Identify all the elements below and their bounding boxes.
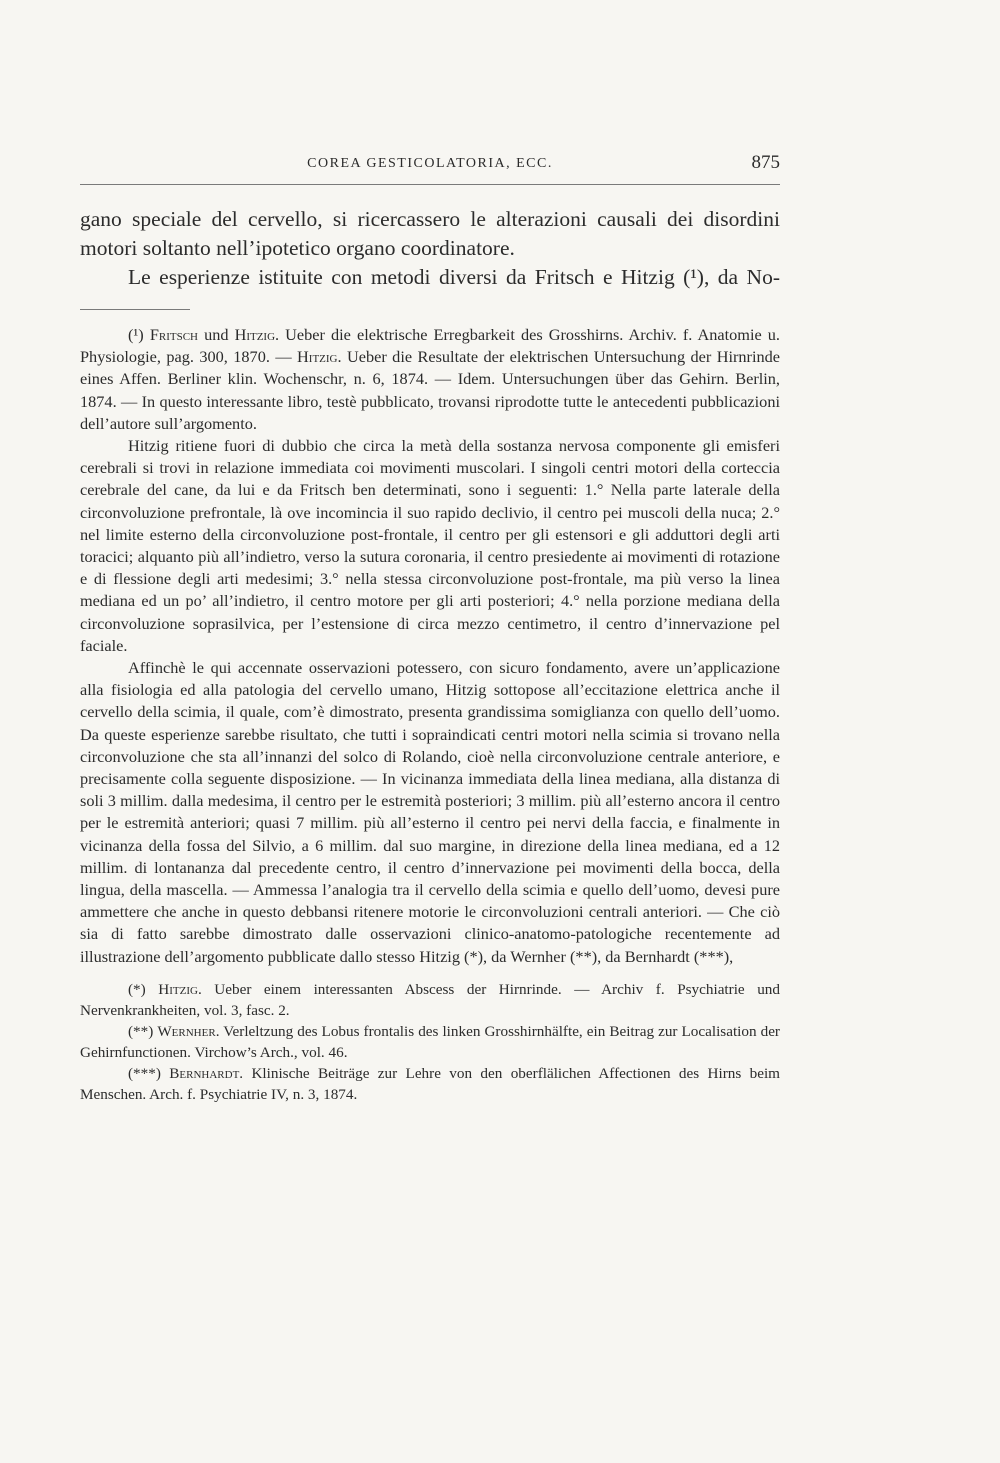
footnote-text: . Verleltzung des Lobus frontalis des linken Grosshirnhälfte, ein Beitrag zur Localisation der Gehirnfunctionen. Virchow’s Arch., vol. 46. <box>80 1022 780 1061</box>
footnote-text: . Klinische Beiträge zur Lehre von den oberflälichen Affectionen des Hirns beim Menschen. Arch. f. Psychiatrie IV, n. 3, 1874. <box>80 1064 780 1103</box>
author-name: Bernhardt <box>169 1064 240 1082</box>
main-paragraph-2: Le esperienze istituite con metodi diversi da Fritsch e Hitzig (¹), da No- <box>128 265 780 289</box>
author-name: Fritsch <box>149 325 198 344</box>
sub-footnotes <box>80 979 780 1105</box>
main-paragraph-1: gano speciale del cervello, si ricercassero le alterazioni causali dei disordini motori soltanto nell’ipotetico organo coordinatore. <box>80 207 780 260</box>
footnote-marker: (**) <box>128 1022 154 1040</box>
sub-footnote-2 <box>80 1021 780 1063</box>
main-text <box>80 205 780 292</box>
page-number: 875 <box>751 152 780 173</box>
header-rule <box>80 184 780 185</box>
footnote-connector: und <box>198 325 235 344</box>
footnote-text: . Ueber einem interessanten Abscess der Hirnrinde. — Archiv f. Psychiatrie und Nervenkrankheiten, vol. 3, fasc. 2. <box>80 980 780 1019</box>
author-name: Wernher <box>157 1022 216 1040</box>
footnote-1-paragraph-3: Affinchè le qui accennate osservazioni potessero, con sicuro fondamento, avere un’applicazione alla fisiologia ed alla patologia del cervello umano, Hitzig sottopose all’eccitazione elettrica anche il cervello della scimia, il quale, com’è dimostrato, presenta grandissima somiglianza con quello dell’uomo. Da queste esperienze sarebbe risultato, che tutti i sopraindicati centri motori nella scimia si trovano nella circonvoluzione che sta all’innanzi del solco di Rolando, cioè nella circonvoluzione centrale anteriore, e precisamente colla seguente disposizione. — In vicinanza immediata della linea mediana, alla distanza di soli 3 millim. dalla medesima, il centro per le estremità posteriori; 3 millim. più all’esterno ancora il centro per le estremità anteriori; quasi 7 millim. più all’esterno il centro pei nervi della faccia, e finalmente in vicinanza della fossa del Silvio, a 6 millim. dal suo margine, in direzione della linea mediana, ed a 12 millim. di lontananza dal precedente centro, il centro d’innervazione pei movimenti della bocca, della lingua, della mascella. — Ammessa l’analogia tra il cervello della scimia e quello dell’uomo, devesi pure ammettere che anche in questo debbansi ritenere motorie le circonvoluzioni centrali anteriori. — Che ciò sia di fatto sarebbe dimostrato dalle osservazioni clinico-anatomo-patologiche recentemente ad illustrazione dell’argomento pubblicate dallo stesso Hitzig (*), da Wernher (**), da Bernhardt (***), <box>80 658 780 966</box>
running-title: COREA GESTICOLATORIA, ECC. <box>307 156 553 171</box>
book-page <box>80 150 780 1105</box>
footnote-separator <box>80 309 190 310</box>
running-head <box>80 150 780 180</box>
footnote-text: . Ueber die elektrische Erregbarkeit des Grosshirns. Archiv. f. Anatomie u. Physiologie, pag. 300, 1870. — <box>80 325 780 367</box>
footnote-1 <box>80 324 780 968</box>
author-name: Hitzig <box>297 347 338 367</box>
author-name: Hitzig <box>234 325 276 344</box>
footnote-marker: (¹) <box>128 325 144 344</box>
footnote-1-citation <box>80 324 780 435</box>
sub-footnote-3 <box>80 1063 780 1105</box>
footnote-marker: (***) <box>128 1064 161 1082</box>
footnote-text: . Ueber die Resultate der elektrischen Untersuchung der Hirnrinde eines Affen. Berliner klin. Wochenschr, n. 6, 1874. — Idem. Untersuchungen über das Gehirn. Berlin, 1874. — In questo interessante libro, testè pubblicato, trovansi riprodotte tutte le antecedenti pubblicazioni dell’autore sull’argomento. <box>80 347 781 433</box>
footnote-1-paragraph-2: Hitzig ritiene fuori di dubbio che circa la metà della sostanza nervosa componente gli emisferi cerebrali si trovi in relazione immediata coi movimenti muscolari. I singoli centri motori della corteccia cerebrale del cane, da lui e da Fritsch ben determinati, sono i seguenti: 1.° Nella parte laterale della circonvoluzione prefrontale, là ove incomincia il suo rapido declivio, il centro pei muscoli della nuca; 2.° nel limite esterno della circonvoluzione post-frontale, il centro per gli estensori e gli adduttori degli arti toracici; alquanto più all’indietro, verso la sutura coronaria, il centro presiedente ai movimenti di rotazione e di flessione degli arti medesimi; 3.° nella stessa circonvoluzione post-frontale, ma più verso la linea mediana ed un po’ all’indietro, il centro motore per gli arti posteriori; 4.° nella porzione mediana della circonvoluzione soprasilvica, per l’estensione di circa mezzo centimetro, il centro d’innervazione pel faciale. <box>80 436 780 655</box>
footnote-marker: (*) <box>128 980 146 998</box>
sub-footnote-1 <box>80 979 780 1021</box>
author-name: Hitzig <box>158 980 198 998</box>
